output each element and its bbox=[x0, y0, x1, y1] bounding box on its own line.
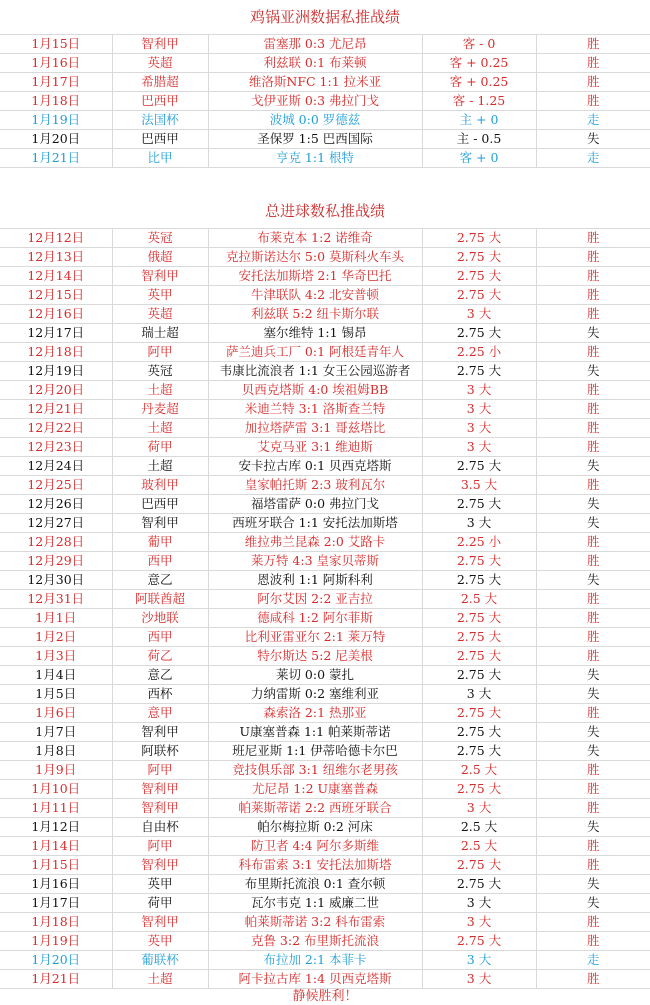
cell-result: 胜 bbox=[536, 552, 650, 571]
cell-league: 葡联杯 bbox=[112, 951, 208, 970]
cell-result: 走 bbox=[536, 149, 650, 168]
cell-date: 12月27日 bbox=[0, 514, 112, 533]
cell-pick: 2.75 大 bbox=[422, 552, 536, 571]
cell-pick: 客 + 0.25 bbox=[422, 73, 536, 92]
table-row bbox=[0, 111, 650, 130]
cell-result: 胜 bbox=[536, 590, 650, 609]
cell-result: 胜 bbox=[536, 856, 650, 875]
table-row bbox=[0, 286, 650, 305]
cell-league: 英冠 bbox=[112, 362, 208, 381]
cell-league: 英甲 bbox=[112, 286, 208, 305]
cell-date: 1月4日 bbox=[0, 666, 112, 685]
cell-pick: 客 - 0 bbox=[422, 35, 536, 54]
cell-match: 贝西克塔斯 4:0 埃祖姆BB bbox=[208, 381, 422, 400]
cell-date: 1月16日 bbox=[0, 875, 112, 894]
table-row bbox=[0, 685, 650, 704]
cell-result: 胜 bbox=[536, 400, 650, 419]
cell-result: 胜 bbox=[536, 305, 650, 324]
cell-date: 1月15日 bbox=[0, 35, 112, 54]
cell-pick: 2.75 大 bbox=[422, 229, 536, 248]
cell-date: 1月5日 bbox=[0, 685, 112, 704]
cell-match: 韦康比流浪者 1:1 女王公园巡游者 bbox=[208, 362, 422, 381]
cell-date: 1月3日 bbox=[0, 647, 112, 666]
cell-date: 1月17日 bbox=[0, 73, 112, 92]
cell-date: 12月12日 bbox=[0, 229, 112, 248]
table-row bbox=[0, 343, 650, 362]
table-row bbox=[0, 970, 650, 989]
cell-result: 失 bbox=[536, 742, 650, 761]
table-row bbox=[0, 875, 650, 894]
cell-pick: 2.75 大 bbox=[422, 286, 536, 305]
cell-league: 沙地联 bbox=[112, 609, 208, 628]
cell-date: 12月13日 bbox=[0, 248, 112, 267]
table-row bbox=[0, 267, 650, 286]
cell-league: 自由杯 bbox=[112, 818, 208, 837]
table-row bbox=[0, 666, 650, 685]
cell-result: 走 bbox=[536, 111, 650, 130]
cell-date: 12月31日 bbox=[0, 590, 112, 609]
cell-league: 智利甲 bbox=[112, 35, 208, 54]
table-row bbox=[0, 381, 650, 400]
cell-match: 塞尔维特 1:1 锡昂 bbox=[208, 324, 422, 343]
cell-date: 1月18日 bbox=[0, 913, 112, 932]
cell-result: 走 bbox=[536, 951, 650, 970]
cell-match: 安托法加斯塔 2:1 华奇巴托 bbox=[208, 267, 422, 286]
cell-date: 1月10日 bbox=[0, 780, 112, 799]
cell-pick: 2.75 大 bbox=[422, 609, 536, 628]
cell-match: 莱万特 4:3 皇家贝蒂斯 bbox=[208, 552, 422, 571]
cell-match: 班尼亚斯 1:1 伊蒂哈德卡尔巴 bbox=[208, 742, 422, 761]
cell-result: 胜 bbox=[536, 533, 650, 552]
table-row bbox=[0, 533, 650, 552]
cell-pick: 2.75 大 bbox=[422, 647, 536, 666]
cell-match: 阿尔艾因 2:2 亚吉拉 bbox=[208, 590, 422, 609]
cell-league: 英甲 bbox=[112, 875, 208, 894]
cell-result: 胜 bbox=[536, 799, 650, 818]
cell-date: 1月2日 bbox=[0, 628, 112, 647]
cell-match: 亨克 1:1 根特 bbox=[208, 149, 422, 168]
cell-league: 瑞士超 bbox=[112, 324, 208, 343]
cell-pick: 3 大 bbox=[422, 685, 536, 704]
cell-pick: 3 大 bbox=[422, 514, 536, 533]
cell-date: 1月1日 bbox=[0, 609, 112, 628]
table-row bbox=[0, 400, 650, 419]
cell-result: 胜 bbox=[536, 73, 650, 92]
cell-league: 俄超 bbox=[112, 248, 208, 267]
cell-result: 失 bbox=[536, 894, 650, 913]
cell-result: 失 bbox=[536, 324, 650, 343]
cell-date: 1月21日 bbox=[0, 149, 112, 168]
cell-pick: 3 大 bbox=[422, 400, 536, 419]
cell-date: 1月8日 bbox=[0, 742, 112, 761]
cell-match: 森索洛 2:1 热那亚 bbox=[208, 704, 422, 723]
cell-date: 1月15日 bbox=[0, 856, 112, 875]
asia-record-table bbox=[0, 34, 650, 168]
cell-pick: 3 大 bbox=[422, 799, 536, 818]
cell-result: 胜 bbox=[536, 35, 650, 54]
cell-result: 胜 bbox=[536, 267, 650, 286]
cell-date: 12月24日 bbox=[0, 457, 112, 476]
cell-league: 巴西甲 bbox=[112, 495, 208, 514]
table-row bbox=[0, 647, 650, 666]
cell-result: 胜 bbox=[536, 704, 650, 723]
cell-league: 智利甲 bbox=[112, 723, 208, 742]
cell-date: 1月18日 bbox=[0, 92, 112, 111]
cell-pick: 客 + 0.25 bbox=[422, 54, 536, 73]
cell-match: 布莱克本 1:2 诺维奇 bbox=[208, 229, 422, 248]
cell-date: 12月26日 bbox=[0, 495, 112, 514]
cell-match: 波城 0:0 罗德兹 bbox=[208, 111, 422, 130]
cell-match: 萨兰迪兵工厂 0:1 阿根廷青年人 bbox=[208, 343, 422, 362]
cell-date: 12月23日 bbox=[0, 438, 112, 457]
cell-date: 12月25日 bbox=[0, 476, 112, 495]
table-row bbox=[0, 419, 650, 438]
table-row bbox=[0, 149, 650, 168]
cell-match: 维洛斯NFC 1:1 拉米亚 bbox=[208, 73, 422, 92]
cell-date: 12月22日 bbox=[0, 419, 112, 438]
cell-league: 西甲 bbox=[112, 628, 208, 647]
cell-pick: 3 大 bbox=[422, 438, 536, 457]
cell-match: 西班牙联合 1:1 安托法加斯塔 bbox=[208, 514, 422, 533]
cell-match: 科布雷索 3:1 安托法加斯塔 bbox=[208, 856, 422, 875]
cell-league: 意乙 bbox=[112, 571, 208, 590]
table-row bbox=[0, 457, 650, 476]
cell-pick: 客 - 1.25 bbox=[422, 92, 536, 111]
table-row bbox=[0, 362, 650, 381]
table-row bbox=[0, 628, 650, 647]
cell-league: 英超 bbox=[112, 54, 208, 73]
cell-league: 智利甲 bbox=[112, 514, 208, 533]
cell-pick: 3 大 bbox=[422, 419, 536, 438]
cell-league: 阿联杯 bbox=[112, 742, 208, 761]
cell-pick: 2.75 大 bbox=[422, 875, 536, 894]
cell-match: 福塔雷萨 0:0 弗拉门戈 bbox=[208, 495, 422, 514]
cell-league: 阿甲 bbox=[112, 761, 208, 780]
cell-league: 意甲 bbox=[112, 704, 208, 723]
cell-date: 1月19日 bbox=[0, 932, 112, 951]
cell-match: 德咸科 1:2 阿尔菲斯 bbox=[208, 609, 422, 628]
cell-date: 1月12日 bbox=[0, 818, 112, 837]
table-row bbox=[0, 704, 650, 723]
cell-pick: 2.75 大 bbox=[422, 362, 536, 381]
cell-date: 12月18日 bbox=[0, 343, 112, 362]
table-row bbox=[0, 932, 650, 951]
cell-pick: 主 - 0.5 bbox=[422, 130, 536, 149]
cell-match: 布拉加 2:1 本菲卡 bbox=[208, 951, 422, 970]
cell-result: 胜 bbox=[536, 628, 650, 647]
cell-league: 土超 bbox=[112, 381, 208, 400]
cell-pick: 3 大 bbox=[422, 894, 536, 913]
cell-result: 失 bbox=[536, 818, 650, 837]
cell-pick: 2.75 大 bbox=[422, 723, 536, 742]
cell-date: 1月16日 bbox=[0, 54, 112, 73]
cell-league: 玻利甲 bbox=[112, 476, 208, 495]
cell-date: 1月14日 bbox=[0, 837, 112, 856]
asia-section-title: 鸡锅亚洲数据私推战绩 bbox=[249, 8, 400, 26]
cell-result: 胜 bbox=[536, 609, 650, 628]
cell-match: 防卫者 4:4 阿尔多斯维 bbox=[208, 837, 422, 856]
cell-date: 1月21日 bbox=[0, 970, 112, 989]
cell-match: 戈伊亚斯 0:3 弗拉门戈 bbox=[208, 92, 422, 111]
table-row bbox=[0, 913, 650, 932]
cell-pick: 2.75 大 bbox=[422, 495, 536, 514]
table-row bbox=[0, 856, 650, 875]
table-row bbox=[0, 780, 650, 799]
cell-pick: 2.75 大 bbox=[422, 666, 536, 685]
cell-league: 阿联酋超 bbox=[112, 590, 208, 609]
cell-pick: 2.75 大 bbox=[422, 267, 536, 286]
cell-match: 阿卡拉古库 1:4 贝西克塔斯 bbox=[208, 970, 422, 989]
cell-match: 加拉塔萨雷 3:1 哥兹塔比 bbox=[208, 419, 422, 438]
cell-result: 胜 bbox=[536, 381, 650, 400]
cell-date: 1月19日 bbox=[0, 111, 112, 130]
cell-league: 智利甲 bbox=[112, 267, 208, 286]
cell-pick: 3 大 bbox=[422, 970, 536, 989]
cell-league: 土超 bbox=[112, 970, 208, 989]
table-row bbox=[0, 438, 650, 457]
cell-league: 意乙 bbox=[112, 666, 208, 685]
cell-date: 1月20日 bbox=[0, 130, 112, 149]
goals-record-table bbox=[0, 228, 650, 989]
table-row bbox=[0, 837, 650, 856]
table-row bbox=[0, 571, 650, 590]
cell-result: 胜 bbox=[536, 647, 650, 666]
cell-date: 1月6日 bbox=[0, 704, 112, 723]
table-row bbox=[0, 248, 650, 267]
cell-date: 12月14日 bbox=[0, 267, 112, 286]
cell-match: 帕莱斯蒂诺 3:2 科布雷索 bbox=[208, 913, 422, 932]
cell-pick: 2.75 大 bbox=[422, 780, 536, 799]
cell-league: 荷乙 bbox=[112, 647, 208, 666]
cell-pick: 2.5 大 bbox=[422, 590, 536, 609]
table-row bbox=[0, 92, 650, 111]
cell-date: 1月7日 bbox=[0, 723, 112, 742]
cell-match: 莱切 0:0 蒙扎 bbox=[208, 666, 422, 685]
cell-date: 12月29日 bbox=[0, 552, 112, 571]
cell-pick: 2.75 大 bbox=[422, 571, 536, 590]
cell-match: 克鲁 3:2 布里斯托流浪 bbox=[208, 932, 422, 951]
table-row bbox=[0, 799, 650, 818]
cell-match: 比利亚雷亚尔 2:1 莱万特 bbox=[208, 628, 422, 647]
cell-match: 布里斯托流浪 0:1 查尔顿 bbox=[208, 875, 422, 894]
cell-date: 1月9日 bbox=[0, 761, 112, 780]
table-row bbox=[0, 495, 650, 514]
cell-pick: 2.25 小 bbox=[422, 533, 536, 552]
cell-date: 12月21日 bbox=[0, 400, 112, 419]
cell-date: 1月17日 bbox=[0, 894, 112, 913]
cell-date: 12月30日 bbox=[0, 571, 112, 590]
table-row bbox=[0, 476, 650, 495]
cell-result: 失 bbox=[536, 514, 650, 533]
cell-date: 12月16日 bbox=[0, 305, 112, 324]
table-row bbox=[0, 130, 650, 149]
cell-pick: 3 大 bbox=[422, 913, 536, 932]
cell-league: 荷甲 bbox=[112, 438, 208, 457]
cell-match: 雷塞那 0:3 尤尼昂 bbox=[208, 35, 422, 54]
table-row bbox=[0, 742, 650, 761]
cell-pick: 2.75 大 bbox=[422, 742, 536, 761]
cell-league: 西甲 bbox=[112, 552, 208, 571]
cell-match: 牛津联队 4:2 北安普顿 bbox=[208, 286, 422, 305]
cell-result: 胜 bbox=[536, 229, 650, 248]
footer-slogan: 静候胜利！ bbox=[292, 989, 358, 1004]
cell-league: 智利甲 bbox=[112, 780, 208, 799]
cell-match: 特尔斯达 5:2 尼美根 bbox=[208, 647, 422, 666]
cell-pick: 2.75 大 bbox=[422, 324, 536, 343]
cell-pick: 2.5 大 bbox=[422, 837, 536, 856]
table-row bbox=[0, 54, 650, 73]
cell-match: 帕尔梅拉斯 0:2 河床 bbox=[208, 818, 422, 837]
cell-pick: 2.25 小 bbox=[422, 343, 536, 362]
cell-result: 失 bbox=[536, 130, 650, 149]
section-gap bbox=[0, 168, 650, 194]
cell-date: 12月15日 bbox=[0, 286, 112, 305]
table-row bbox=[0, 73, 650, 92]
cell-league: 英甲 bbox=[112, 932, 208, 951]
cell-match: 瓦尔韦克 1:1 威廉二世 bbox=[208, 894, 422, 913]
cell-league: 智利甲 bbox=[112, 799, 208, 818]
cell-league: 英超 bbox=[112, 305, 208, 324]
cell-match: 克拉斯诺达尔 5:0 莫斯科火车头 bbox=[208, 248, 422, 267]
cell-league: 法国杯 bbox=[112, 111, 208, 130]
cell-result: 失 bbox=[536, 666, 650, 685]
cell-match: 皇家帕托斯 2:3 玻利瓦尔 bbox=[208, 476, 422, 495]
cell-match: 力纳雷斯 0:2 塞维利亚 bbox=[208, 685, 422, 704]
cell-result: 胜 bbox=[536, 913, 650, 932]
cell-league: 荷甲 bbox=[112, 894, 208, 913]
cell-pick: 2.75 大 bbox=[422, 932, 536, 951]
cell-result: 胜 bbox=[536, 286, 650, 305]
cell-result: 失 bbox=[536, 457, 650, 476]
cell-league: 土超 bbox=[112, 419, 208, 438]
cell-match: 安卡拉古库 0:1 贝西克塔斯 bbox=[208, 457, 422, 476]
table-row bbox=[0, 514, 650, 533]
table-row bbox=[0, 229, 650, 248]
cell-result: 胜 bbox=[536, 92, 650, 111]
cell-result: 胜 bbox=[536, 761, 650, 780]
table-row bbox=[0, 305, 650, 324]
cell-pick: 3 大 bbox=[422, 381, 536, 400]
cell-result: 失 bbox=[536, 495, 650, 514]
cell-pick: 2.5 大 bbox=[422, 761, 536, 780]
cell-league: 阿甲 bbox=[112, 343, 208, 362]
cell-league: 希腊超 bbox=[112, 73, 208, 92]
table-row bbox=[0, 723, 650, 742]
cell-match: 艾克马亚 3:1 维迪斯 bbox=[208, 438, 422, 457]
cell-result: 胜 bbox=[536, 837, 650, 856]
cell-date: 1月20日 bbox=[0, 951, 112, 970]
cell-pick: 3 大 bbox=[422, 305, 536, 324]
cell-match: 恩波利 1:1 阿斯科利 bbox=[208, 571, 422, 590]
cell-league: 阿甲 bbox=[112, 837, 208, 856]
cell-match: 竞技俱乐部 3:1 纽维尔老男孩 bbox=[208, 761, 422, 780]
table-row bbox=[0, 590, 650, 609]
cell-result: 失 bbox=[536, 571, 650, 590]
cell-result: 胜 bbox=[536, 932, 650, 951]
table-row bbox=[0, 894, 650, 913]
cell-league: 智利甲 bbox=[112, 856, 208, 875]
cell-date: 12月19日 bbox=[0, 362, 112, 381]
cell-league: 巴西甲 bbox=[112, 92, 208, 111]
table-row bbox=[0, 761, 650, 780]
cell-pick: 2.75 大 bbox=[422, 248, 536, 267]
cell-match: U康塞普森 1:1 帕莱斯蒂诺 bbox=[208, 723, 422, 742]
cell-date: 12月17日 bbox=[0, 324, 112, 343]
cell-pick: 2.75 大 bbox=[422, 457, 536, 476]
cell-result: 胜 bbox=[536, 438, 650, 457]
cell-result: 失 bbox=[536, 723, 650, 742]
cell-pick: 3.5 大 bbox=[422, 476, 536, 495]
table-row bbox=[0, 818, 650, 837]
table-row bbox=[0, 324, 650, 343]
table-row bbox=[0, 951, 650, 970]
cell-match: 帕莱斯蒂诺 2:2 西班牙联合 bbox=[208, 799, 422, 818]
cell-league: 巴西甲 bbox=[112, 130, 208, 149]
cell-league: 葡甲 bbox=[112, 533, 208, 552]
cell-result: 胜 bbox=[536, 970, 650, 989]
cell-league: 丹麦超 bbox=[112, 400, 208, 419]
cell-match: 圣保罗 1:5 巴西国际 bbox=[208, 130, 422, 149]
cell-match: 利兹联 0:1 布莱顿 bbox=[208, 54, 422, 73]
cell-league: 比甲 bbox=[112, 149, 208, 168]
cell-result: 失 bbox=[536, 362, 650, 381]
cell-match: 利兹联 5:2 纽卡斯尔联 bbox=[208, 305, 422, 324]
cell-result: 胜 bbox=[536, 780, 650, 799]
cell-date: 12月20日 bbox=[0, 381, 112, 400]
cell-pick: 2.75 大 bbox=[422, 856, 536, 875]
cell-result: 胜 bbox=[536, 343, 650, 362]
cell-league: 智利甲 bbox=[112, 913, 208, 932]
cell-league: 英冠 bbox=[112, 229, 208, 248]
cell-pick: 3 大 bbox=[422, 951, 536, 970]
cell-pick: 2.75 大 bbox=[422, 704, 536, 723]
cell-pick: 2.5 大 bbox=[422, 818, 536, 837]
table-row bbox=[0, 552, 650, 571]
cell-result: 失 bbox=[536, 875, 650, 894]
cell-result: 胜 bbox=[536, 54, 650, 73]
table-row bbox=[0, 609, 650, 628]
cell-result: 胜 bbox=[536, 419, 650, 438]
goals-section-title: 总进球数私推战绩 bbox=[264, 202, 385, 220]
cell-pick: 客 + 0 bbox=[422, 149, 536, 168]
cell-result: 失 bbox=[536, 685, 650, 704]
cell-match: 米迪兰特 3:1 洛斯查兰特 bbox=[208, 400, 422, 419]
cell-date: 1月11日 bbox=[0, 799, 112, 818]
cell-league: 土超 bbox=[112, 457, 208, 476]
cell-match: 尤尼昂 1:2 U康塞普森 bbox=[208, 780, 422, 799]
cell-pick: 主 + 0 bbox=[422, 111, 536, 130]
table-row bbox=[0, 35, 650, 54]
cell-date: 12月28日 bbox=[0, 533, 112, 552]
cell-league: 西杯 bbox=[112, 685, 208, 704]
cell-result: 胜 bbox=[536, 476, 650, 495]
cell-pick: 2.75 大 bbox=[422, 628, 536, 647]
cell-match: 维拉弗兰昆森 2:0 艾路卡 bbox=[208, 533, 422, 552]
cell-result: 胜 bbox=[536, 248, 650, 267]
